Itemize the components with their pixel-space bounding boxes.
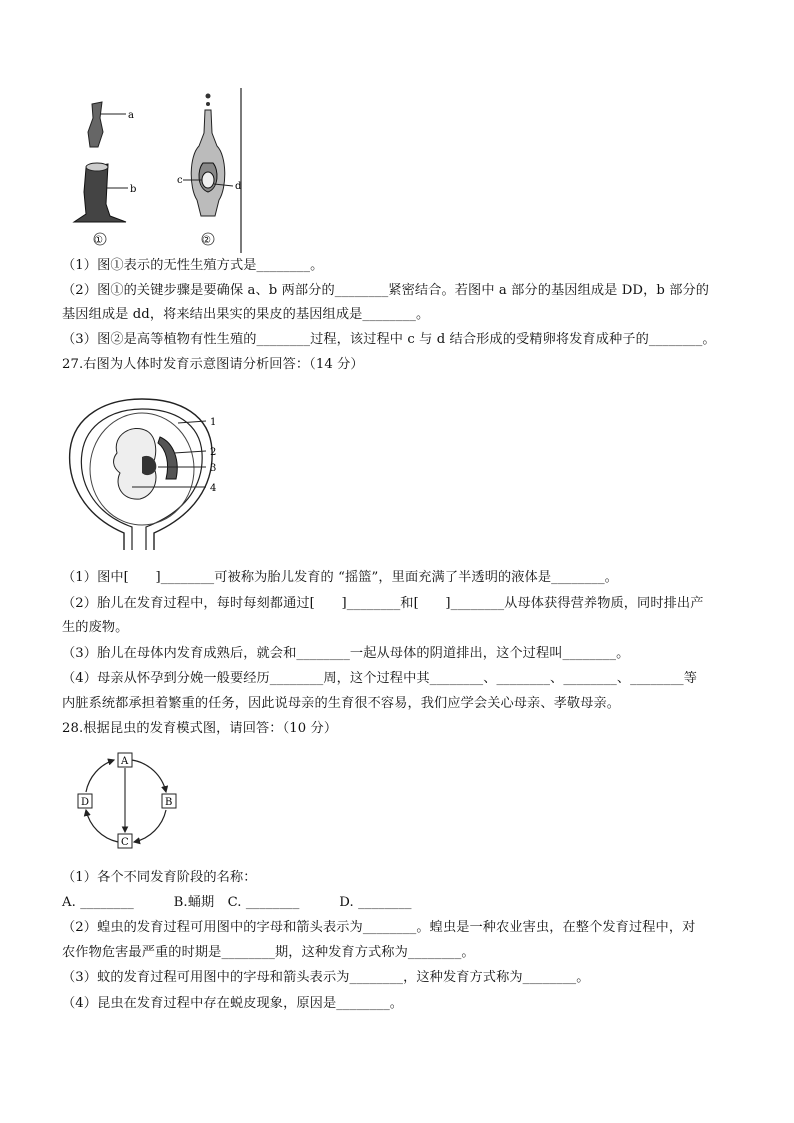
q28-line-2: A. ________ B.蛹期 C. ________ D. ________ [62, 895, 412, 910]
q28-line-6: （4）昆虫在发育过程中存在蜕皮现象，原因是________。 [62, 996, 404, 1011]
node-d: D [81, 797, 90, 808]
pistil-figure [175, 88, 255, 253]
q27-line-3: 生的废物。 [62, 620, 129, 635]
q28-line-4: 农作物危害最严重的时期是________期，这种发育方式称为________。 [62, 945, 475, 960]
q26-line-3: 基因组成是 dd，将来结出果实的果皮的基因组成是________。 [62, 307, 430, 322]
q28-line-5: （3）蚊的发育过程可用图中的字母和箭头表示为________，这种发育方式称为________。 [62, 970, 590, 985]
node-b: B [165, 797, 173, 808]
q27-title: 27.右图为人体时发育示意图请分析回答：（14 分） [62, 357, 364, 372]
node-a: A [121, 756, 129, 767]
insect-cycle-figure [74, 748, 184, 858]
node-c: C [121, 837, 129, 848]
label-d: d [235, 181, 242, 192]
uterus-label-4: 4 [210, 483, 217, 494]
figure-2-label: ② [202, 235, 211, 246]
figure-1-label: ① [94, 235, 103, 246]
label-c: c [177, 175, 183, 186]
q27-line-2: （2）胎儿在发育过程中，每时每刻都通过[ ]________和[ ]________从母体获得营养物质，同时排出产 [62, 596, 704, 611]
q26-line-1: （1）图①表示的无性生殖方式是________。 [62, 258, 324, 273]
label-b: b [130, 184, 137, 195]
q27-line-1: （1）图中[ ]________可被称为胎儿发育的 “摇篮”，里面充满了半透明的液体是________。 [62, 570, 618, 585]
uterus-label-2: 2 [210, 447, 217, 458]
grafting-figure [60, 92, 180, 252]
q26-line-4: （3）图②是高等植物有性生殖的________过程，该过程中 c 与 d 结合形成的受精卵将发育成种子的________。 [62, 332, 716, 347]
q28-line-1: （1）各个不同发育阶段的名称： [62, 870, 257, 885]
q28-title: 28.根据昆虫的发育模式图，请回答：（10 分） [62, 721, 338, 736]
q27-line-4: （3）胎儿在母体内发育成熟后，就会和________一起从母体的阴道排出，这个过程叫________。 [62, 646, 630, 661]
q28-line-3: （2）蝗虫的发育过程可用图中的字母和箭头表示为________。蝗虫是一种农业害虫，在整个发育过程中，对 [62, 920, 696, 935]
q26-line-2: （2）图①的关键步骤是要确保 a、b 两部分的________紧密结合。若图中 a 部分的基因组成是 DD，b 部分的 [62, 283, 710, 298]
label-a: a [128, 110, 134, 121]
q27-line-5: （4）母亲从怀孕到分娩一般要经历________周，这个过程中其________、________、________、________等 [62, 671, 697, 686]
uterus-label-3: 3 [210, 463, 217, 474]
uterus-label-1: 1 [210, 417, 217, 428]
uterus-figure [62, 395, 232, 555]
q27-line-6: 内脏系统都承担着繁重的任务，因此说母亲的生育很不容易，我们应学会关心母亲、孝敬母亲。 [62, 696, 621, 711]
